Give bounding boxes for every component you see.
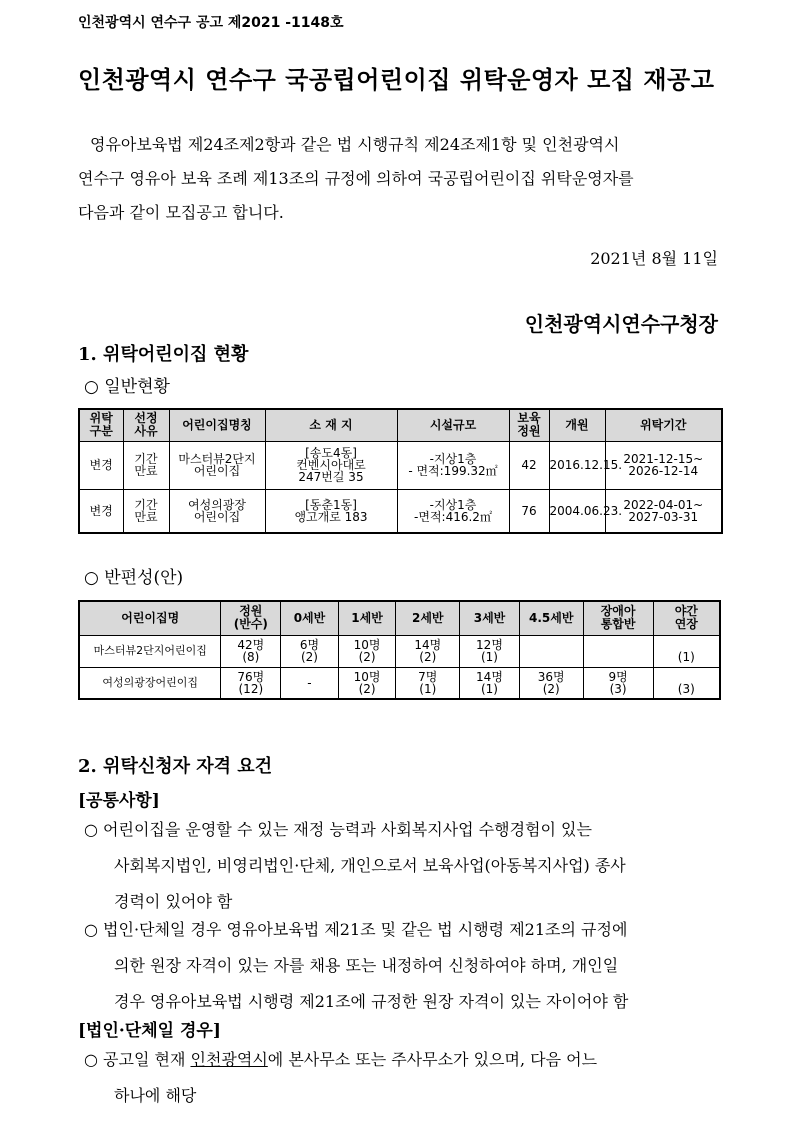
common-item-line: ○ 법인·단체일 경우 영유아보육법 제21조 및 같은 법 시행령 제21조의 규정에 [84, 920, 628, 939]
common-item-line: 경우 영유아보육법 시행령 제21조에 규정한 원장 자격이 있는 자이어야 함 [114, 992, 629, 1011]
page-title: 인천광역시 연수구 국공립어린이집 위탁운영자 모집 재공고 [78, 65, 715, 94]
table-header-cell: 장애아 통합반 [583, 601, 653, 635]
table-header-cell: 4.5세반 [519, 601, 583, 635]
table-cell: 6명 (2) [281, 635, 339, 667]
table-cell: 변경 [79, 489, 123, 533]
table-cell: 14명 (1) [460, 667, 520, 699]
table-header-cell: 정원 (반수) [221, 601, 281, 635]
table-cell: 마스터뷰2단지 어린이집 [169, 441, 265, 489]
table-cell: 7명 (1) [396, 667, 460, 699]
table-cell: 여성의광장어린이집 [79, 667, 221, 699]
table-cell: - [281, 667, 339, 699]
table-header-cell: 어린이집명 [79, 601, 221, 635]
table-header-cell: 위탁기간 [605, 409, 722, 441]
intro-paragraph [78, 128, 720, 230]
table-header-cell: 위탁 구분 [79, 409, 123, 441]
table-header-cell: 소 재 지 [265, 409, 397, 441]
common-item-line: ○ 어린이집을 운영할 수 있는 재정 능력과 사회복지사업 수행경험이 있는 [84, 820, 592, 839]
table-cell: (3) [653, 667, 720, 699]
table-cell: 76명 (12) [221, 667, 281, 699]
table-row [79, 489, 722, 533]
corp-item [84, 1042, 724, 1114]
table-header-cell: 야간 연장 [653, 601, 720, 635]
table-row [79, 441, 722, 489]
table-header-cell: 0세반 [281, 601, 339, 635]
corp-item-suffix: 에 본사무소 또는 주사무소가 있으며, 다음 어느 [267, 1050, 598, 1069]
table-cell: 36명 (2) [519, 667, 583, 699]
table-cell: 10명 (2) [338, 635, 396, 667]
class-plan-label: ○ 반편성(안) [84, 568, 184, 588]
table-header-cell: 1세반 [338, 601, 396, 635]
table-cell: 14명 (2) [396, 635, 460, 667]
intro-line: 연수구 영유아 보육 조례 제13조의 규정에 의하여 국공립어린이집 위탁운영자를 [78, 169, 634, 188]
table-cell: 변경 [79, 441, 123, 489]
corp-item-line: 하나에 해당 [114, 1086, 197, 1105]
common-item-line: 의한 원장 자격이 있는 자를 채용 또는 내정하여 신청하여야 하며, 개인일 [114, 956, 619, 975]
notice-number: 인천광역시 연수구 공고 제2021 -1148호 [78, 15, 344, 31]
table-cell: (1) [653, 635, 720, 667]
general-status-table [78, 408, 723, 534]
table-cell: -지상1층 - 면적:199.32㎡ [397, 441, 509, 489]
common-item-line: 사회복지법인, 비영리법인·단체, 개인으로서 보육사업(아동복지사업) 종사 [114, 856, 626, 875]
corp-requirements-label: [법인·단체일 경우] [78, 1021, 221, 1041]
corp-item-prefix: ○ 공고일 현재 [84, 1050, 191, 1069]
table-header-cell: 보육 정원 [509, 409, 549, 441]
common-item [84, 912, 724, 1020]
intro-line: 다음과 같이 모집공고 합니다. [78, 203, 284, 222]
general-status-label: ○ 일반현황 [84, 377, 170, 397]
table-cell: 12명 (1) [460, 635, 520, 667]
table-cell: 2021-12-15~ 2026-12-14 [605, 441, 722, 489]
section1-heading: 1. 위탁어린이집 현황 [78, 344, 249, 365]
table-cell: 2004.06.23. [549, 489, 605, 533]
table-header-cell: 개원 [549, 409, 605, 441]
table-cell: [송도4동] 컨벤시아대로 247번길 35 [265, 441, 397, 489]
common-item [84, 812, 724, 920]
signer: 인천광역시연수구청장 [524, 312, 718, 336]
common-requirements-label: [공통사항] [78, 791, 160, 811]
table-row [79, 667, 720, 699]
table-cell: [동춘1동] 앵고개로 183 [265, 489, 397, 533]
table-cell: 여성의광장 어린이집 [169, 489, 265, 533]
common-item-line: 경력이 있어야 함 [114, 892, 233, 911]
class-plan-table [78, 600, 721, 700]
table-cell: 42 [509, 441, 549, 489]
table-cell [519, 635, 583, 667]
table-cell: 2022-04-01~ 2027-03-31 [605, 489, 722, 533]
section2-heading: 2. 위탁신청자 자격 요건 [78, 756, 273, 777]
notice-date: 2021년 8월 11일 [590, 249, 718, 268]
table-cell: 2016.12.15. [549, 441, 605, 489]
table-cell: 9명 (3) [583, 667, 653, 699]
table-cell: 기간 만료 [123, 489, 169, 533]
intro-line: 영유아보육법 제24조제2항과 같은 법 시행규칙 제24조제1항 및 인천광역시 [90, 135, 620, 154]
table-header-cell: 2세반 [396, 601, 460, 635]
table-cell [583, 635, 653, 667]
table-cell: 42명 (8) [221, 635, 281, 667]
table-header-cell: 시설규모 [397, 409, 509, 441]
corp-item-underlined: 인천광역시 [190, 1050, 268, 1069]
table-cell: -지상1층 -면적:416.2㎡ [397, 489, 509, 533]
table-header-cell: 3세반 [460, 601, 520, 635]
table-cell: 마스터뷰2단지어린이집 [79, 635, 221, 667]
table-cell: 10명 (2) [338, 667, 396, 699]
table-header-cell: 선정 사유 [123, 409, 169, 441]
corp-item-line [84, 1042, 724, 1078]
table-cell: 기간 만료 [123, 441, 169, 489]
table-cell: 76 [509, 489, 549, 533]
table-header-cell: 어린이집명칭 [169, 409, 265, 441]
table-row [79, 635, 720, 667]
